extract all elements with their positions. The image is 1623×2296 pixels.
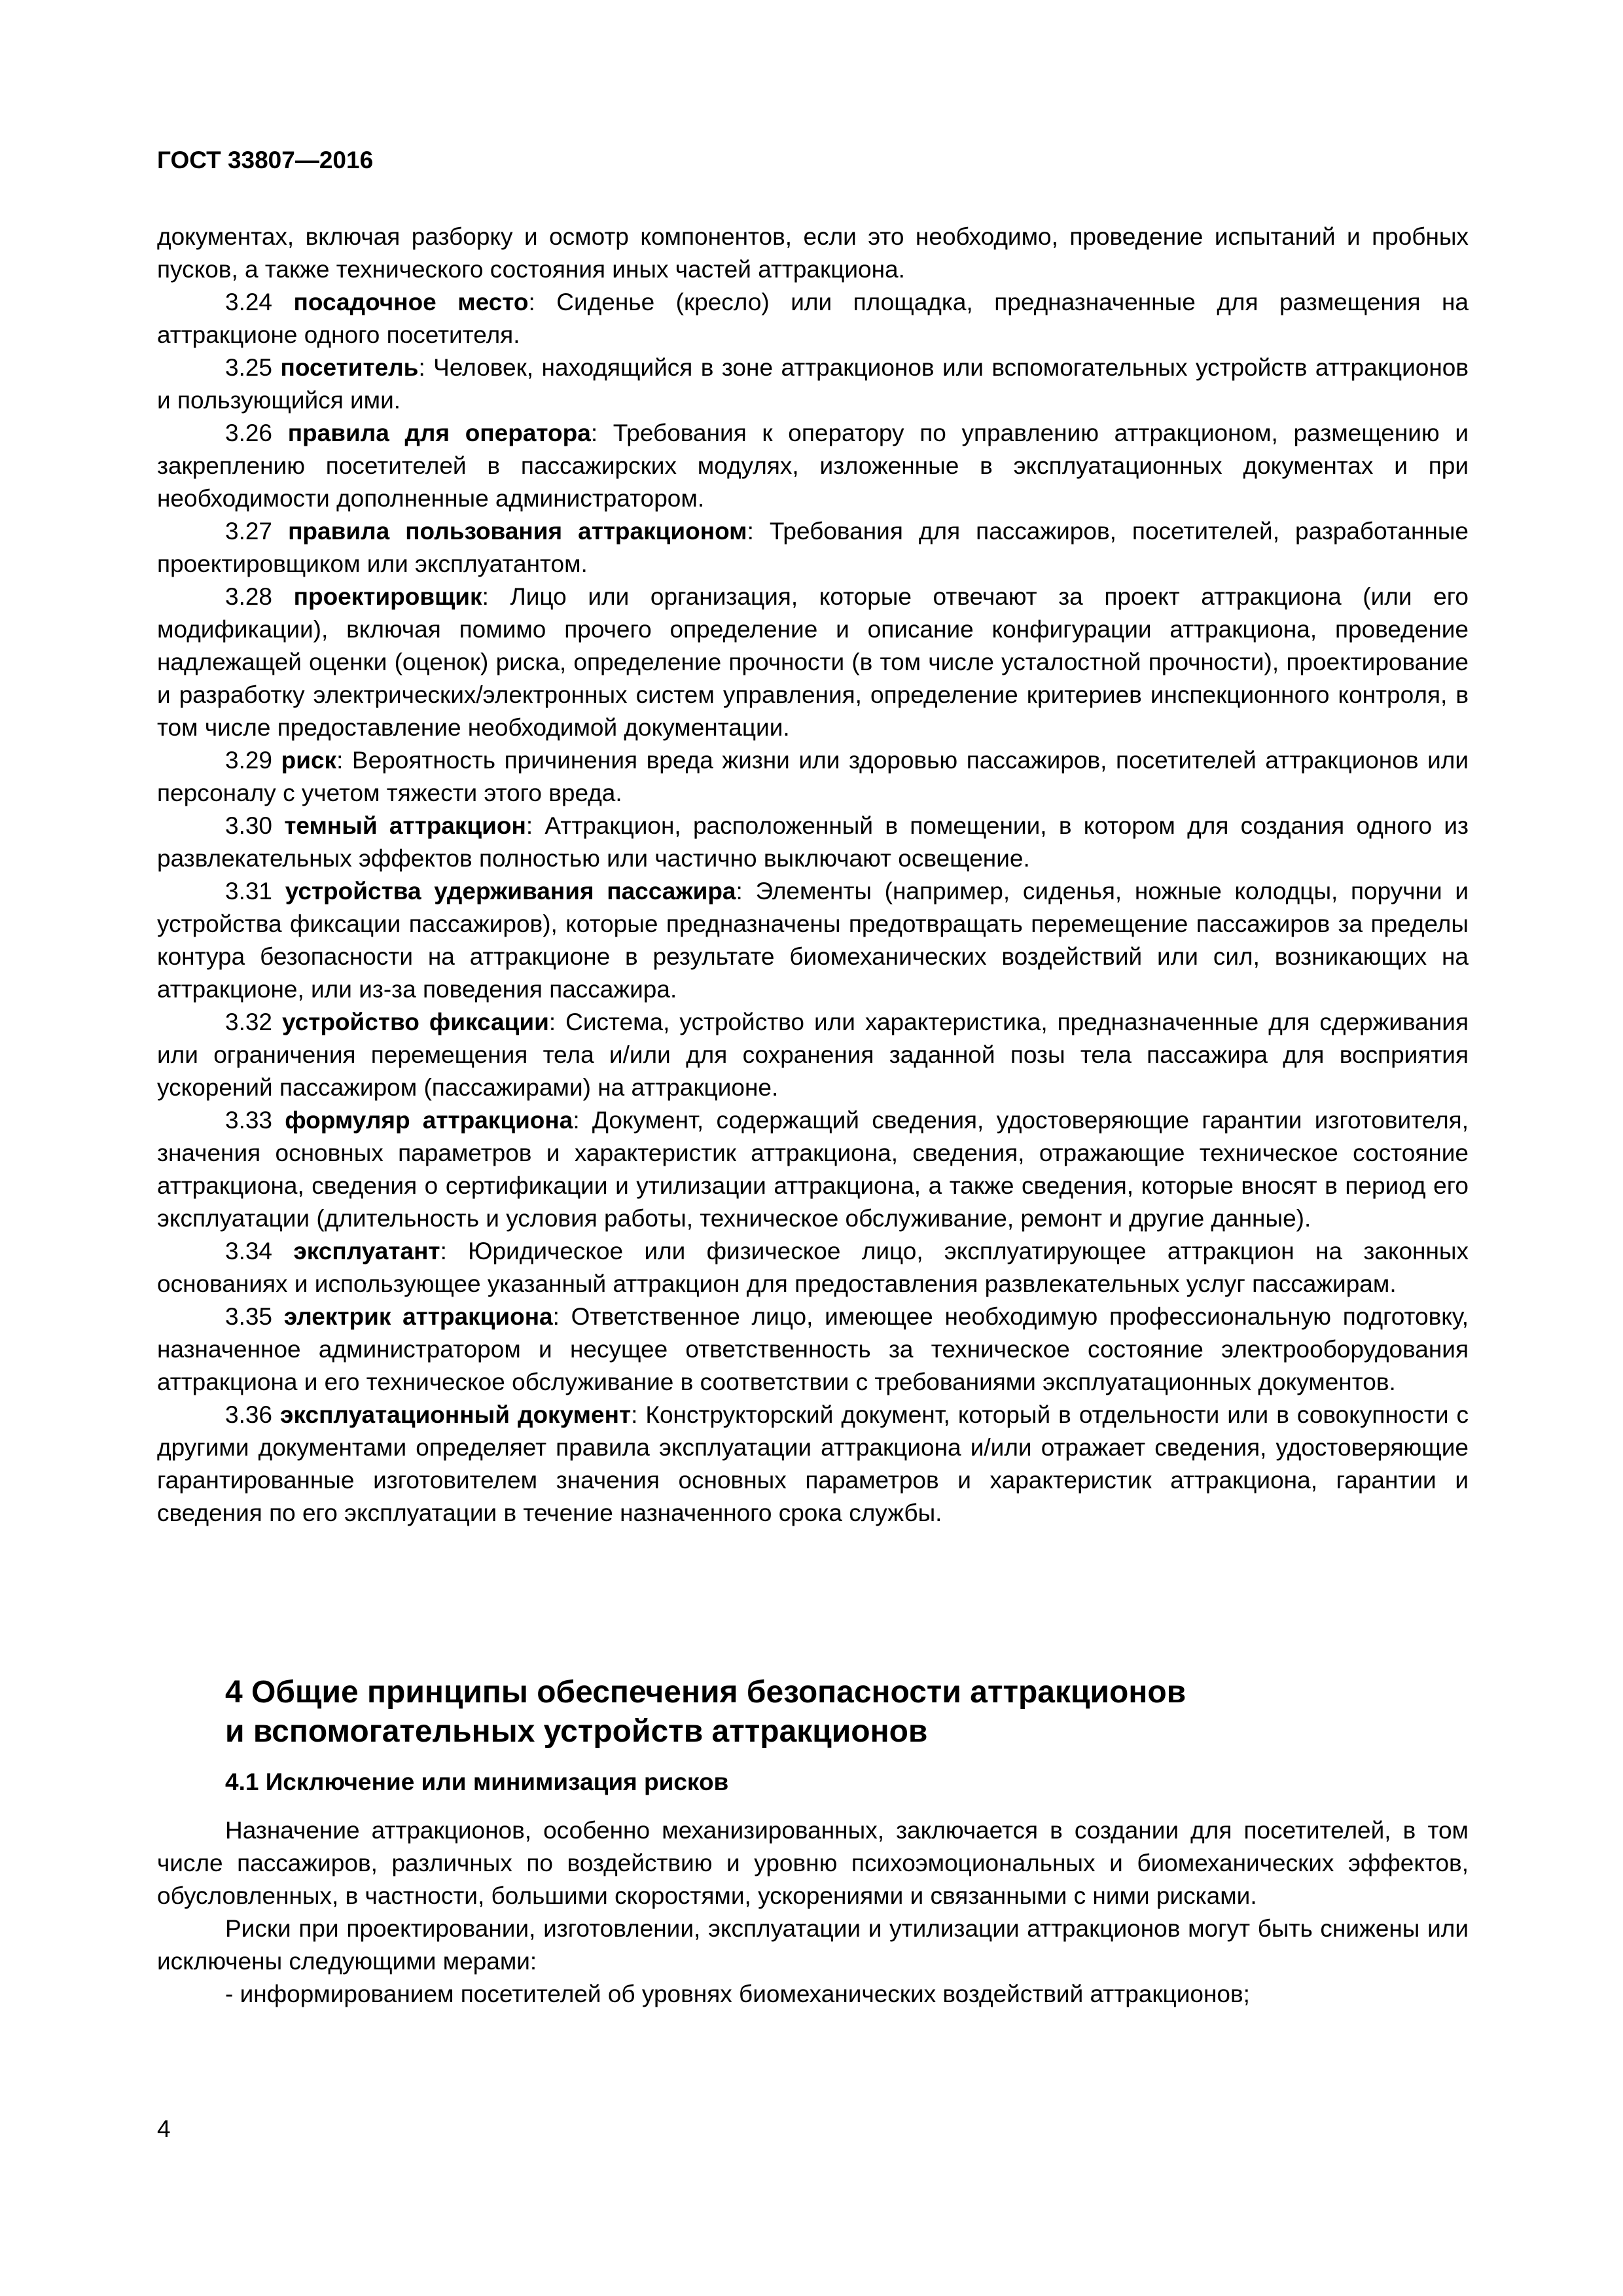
definition-number: 3.30 — [225, 812, 273, 839]
definition-text: : Элементы (например, сиденья, ножные колодцы, поручни и устройства фиксации пассажиров), которые предназначены предотвращать перемещение пассажиров за пределы контура безопасности на аттракционе в результате биомеханических воздействий или сил, возникающих на аттракционе, или из-за поведения пассажира. — [157, 878, 1469, 1003]
definition-text: : Конструкторский документ, который в отдельности или в совокупности с другими документами определяет правила эксплуатации аттракциона и/или отражает сведения, удостоверяющие гарантированные изготовителем значения основных параметров и характеристик аттракциона, гарантии и сведения по его эксплуатации в течение назначенного срока службы. — [157, 1401, 1469, 1526]
definition-term: электрик аттракциона — [283, 1303, 553, 1330]
definition-number: 3.33 — [225, 1107, 273, 1134]
definition-term: правила для оператора — [287, 420, 591, 446]
section-paragraph: Назначение аттракционов, особенно механизированных, заключается в создании для посетителей, в том числе пассажиров, различных по воздействию и уровню психоэмоциональных и биомеханических эффектов, обусловленных, в частности, большими скоростями, ускорениями и связанными с ними рисками. — [157, 1817, 1469, 1909]
section-heading-line1: 4 Общие принципы обеспечения безопасности аттракционов — [225, 1675, 1186, 1710]
definition-text: : Требования для пассажиров, посетителей, разработанные проектировщиком или эксплуатантом. — [157, 518, 1469, 577]
definition-number: 3.32 — [225, 1009, 273, 1035]
definition-text: : Система, устройство или характеристика, предназначенные для сдерживания или ограничения перемещения тела и/или для сохранения заданной позы тела пассажира для восприятия ускорений пассажиром (пассажирами) на аттракционе. — [157, 1009, 1469, 1101]
document-header: ГОСТ 33807—2016 — [157, 147, 374, 173]
definition-number: 3.31 — [225, 878, 273, 905]
section-heading-line2: и вспомогательных устройств аттракционов — [225, 1714, 928, 1749]
definition-term: эксплуатант — [293, 1238, 440, 1265]
section-body — [157, 1814, 1469, 2011]
definition-number: 3.28 — [225, 583, 273, 610]
page-number: 4 — [157, 2115, 171, 2142]
definition-number: 3.26 — [225, 420, 273, 446]
definition-number: 3.36 — [225, 1401, 273, 1428]
definition-item — [157, 581, 1469, 744]
definition-item — [157, 1300, 1469, 1399]
definition-term: посетитель — [280, 354, 419, 381]
definition-text: : Аттракцион, расположенный в помещении, в котором для создания одного из развлекательных эффектов полностью или частично выключают освещение. — [157, 812, 1469, 872]
definitions-body — [157, 221, 1469, 1530]
definition-number: 3.29 — [225, 747, 273, 774]
definition-item — [157, 875, 1469, 1006]
definition-text: : Вероятность причинения вреда жизни или здоровью пассажиров, посетителей аттракционов или персоналу с учетом тяжести этого вреда. — [157, 747, 1469, 806]
definition-item — [157, 810, 1469, 875]
definition-text: : Юридическое или физическое лицо, эксплуатирующее аттракцион на законных основаниях и использующее указанный аттракцион для предоставления развлекательных услуг пассажирам. — [157, 1238, 1469, 1297]
definition-number: 3.27 — [225, 518, 273, 545]
definition-number: 3.35 — [225, 1303, 273, 1330]
continuation-paragraph: документах, включая разборку и осмотр компонентов, если это необходимо, проведение испытаний и пробных пусков, а также технического состояния иных частей аттракциона. — [157, 223, 1469, 283]
definition-term: темный аттракцион — [284, 812, 526, 839]
definition-item — [157, 1235, 1469, 1300]
definition-number: 3.25 — [225, 354, 273, 381]
definition-term: устройства удерживания пассажира — [285, 878, 736, 905]
definition-item — [157, 1104, 1469, 1235]
definition-item — [157, 286, 1469, 351]
definition-term: эксплуатационный документ — [280, 1401, 632, 1428]
definition-list — [157, 286, 1469, 1530]
definition-term: риск — [281, 747, 337, 774]
definition-text: : Сиденье (кресло) или площадка, предназначенные для размещения на аттракционе одного посетителя. — [157, 289, 1469, 348]
subsection-heading: 4.1 Исключение или минимизация рисков — [225, 1768, 729, 1795]
definition-term: правила пользования аттракционом — [288, 518, 747, 545]
definition-item — [157, 1006, 1469, 1104]
definition-text: : Лицо или организация, которые отвечают за проект аттракциона (или его модификации), включая помимо прочего определение и описание конфигурации аттракциона, проведение надлежащей оценки (оценок) риска, определение прочности (в том числе усталостной прочности), проектирование и разработку электрических/электронных систем управления, определение критериев инспекционного контроля, в том числе предоставление необходимой документации. — [157, 583, 1469, 741]
definition-text: : Ответственное лицо, имеющее необходимую профессиональную подготовку, назначенное администратором и несущее ответственность за техническое состояние электрооборудования аттракциона и его техническое обслуживание в соответствии с требованиями эксплуатационных документов. — [157, 1303, 1469, 1395]
definition-item — [157, 1399, 1469, 1530]
definition-item — [157, 515, 1469, 581]
definition-text: : Требования к оператору по управлению аттракционом, размещению и закреплению посетителей в пассажирских модулях, изложенные в эксплуатационных документах и при необходимости дополненные администратором. — [157, 420, 1469, 512]
definition-term: устройство фиксации — [282, 1009, 549, 1035]
definition-term: формуляр аттракциона — [285, 1107, 573, 1134]
definition-number: 3.24 — [225, 289, 273, 315]
section-heading — [225, 1673, 1469, 1751]
definition-text: : Человек, находящийся в зоне аттракционов или вспомогательных устройств аттракционов и пользующийся ими. — [157, 354, 1469, 414]
definition-term: посадочное место — [293, 289, 529, 315]
definition-text: : Документ, содержащий сведения, удостоверяющие гарантии изготовителя, значения основных параметров и характеристик аттракциона, сведения, отражающие техническое состояние аттракциона, сведения о сертификации и утилизации аттракциона, а также сведения, которые вносят в период его эксплуатации (длительность и условия работы, техническое обслуживание, ремонт и другие данные). — [157, 1107, 1469, 1232]
definition-item — [157, 351, 1469, 417]
section-paragraph: Риски при проектировании, изготовлении, эксплуатации и утилизации аттракционов могут быть снижены или исключены следующими мерами: — [157, 1915, 1469, 1975]
definition-number: 3.34 — [225, 1238, 273, 1265]
definition-item — [157, 417, 1469, 515]
definition-term: проектировщик — [293, 583, 482, 610]
definition-item — [157, 744, 1469, 810]
list-item: - информированием посетителей об уровнях биомеханических воздействий аттракционов; — [225, 1981, 1250, 2007]
